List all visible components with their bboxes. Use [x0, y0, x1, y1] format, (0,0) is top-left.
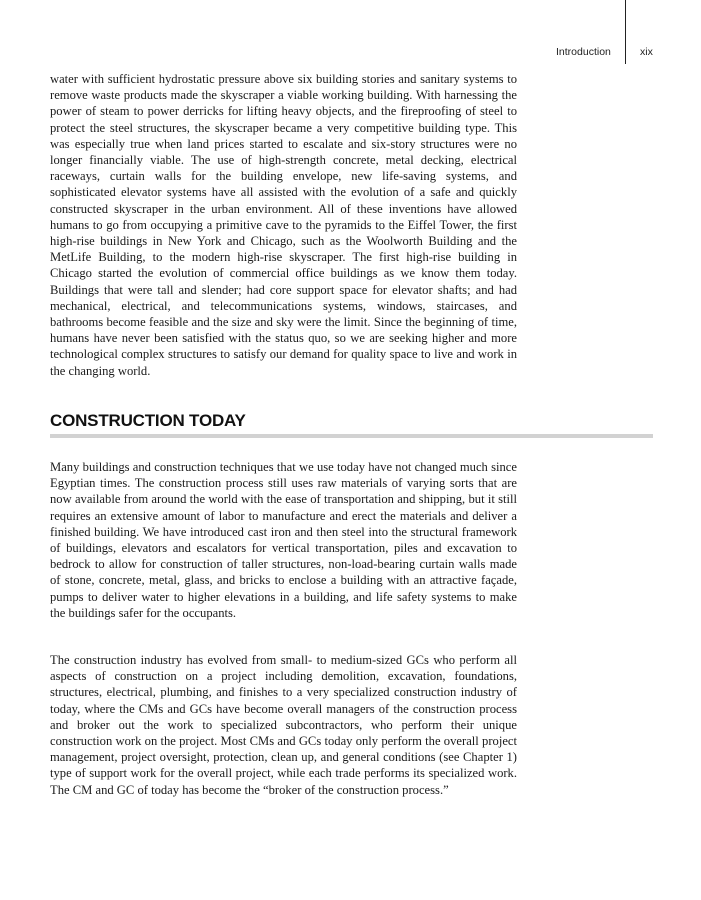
paragraph-construction-today-1: Many buildings and construction techniques that we use today have not changed much since Egyptian times. The construction process still uses raw materials of varying sorts that are now available from around the world with the ease of transportation and shipping, but it still requires an extensive amount of labor to manufacture and erect the materials and deliver a finished building. We have introduced cast iron and then steel into the structural framework of buildings, elevators and escalators for vertical transportation, piles and excavation to bedrock to allow for construction of taller structures, non-load-bearing curtain walls made of stone, concrete, metal, glass, and bricks to enclose a building with an attractive façade, pumps to deliver water to higher elevations in a building, and life safety systems to make the buildings safer for the occupants.	[50, 460, 517, 620]
section-heading-construction-today: CONSTRUCTION TODAY	[50, 411, 246, 430]
page-number: xix	[640, 46, 653, 58]
running-head-title: Introduction	[556, 46, 611, 58]
section-heading-rule	[50, 434, 653, 438]
paragraph-intro-continuation: water with sufficient hydrostatic pressure above six building stories and sanitary systems to remove waste products made the skyscraper a viable working building. With harnessing the power of steam to power derricks for lifting heavy objects, and the fireproofing of steel to protect the steel structures, the skyscraper became a very competitive building type. This was especially true when land prices started to escalate and six-story structures were no longer financially viable. The use of high-strength concrete, metal decking, electrical raceways, curtain walls for the building envelope, new life-saving systems, and sophisticated elevator systems have all assisted with the evolution of a safe and quickly constructed skyscraper in the urban environment. All of these inventions have allowed humans to go from occupying a primitive cave to the pyramids to the Eiffel Tower, the first high-rise buildings in New York and Chicago, such as the Woolworth Building and the MetLife Building, to the modern high-rise skyscraper. The first high-rise building in Chicago started the evolution of commercial office buildings as we know them today. Buildings that were tall and slender; had core support space for elevator shafts; and had mechanical, electrical, and telecommunications systems, windows, staircases, and bathrooms become feasible and the size and sky were the limit. Since the beginning of time, humans have never been satisfied with the status quo, so we are seeking higher and more technological complex structures to satisfy our demand for quality space to live and work in the changing world.	[50, 72, 517, 378]
paragraph-construction-today-2: The construction industry has evolved from small- to medium-sized GCs who perform all aspects of construction on a project including demolition, excavation, foundations, structures, electrical, plumbing, and finishes to a very specialized construction industry of today, where the CMs and GCs have become overall managers of the construction process and broker out the work to specialized subcontractors, who perform their unique construction work on the project. Most CMs and GCs today only perform the overall project management, project oversight, protection, clean up, and general conditions (see Chapter 1) type of support work for the overall project, while each trade performs its specialized work. The CM and GC of today has become the “broker of the construction process.”	[50, 653, 517, 797]
header-divider-rule	[625, 0, 626, 64]
